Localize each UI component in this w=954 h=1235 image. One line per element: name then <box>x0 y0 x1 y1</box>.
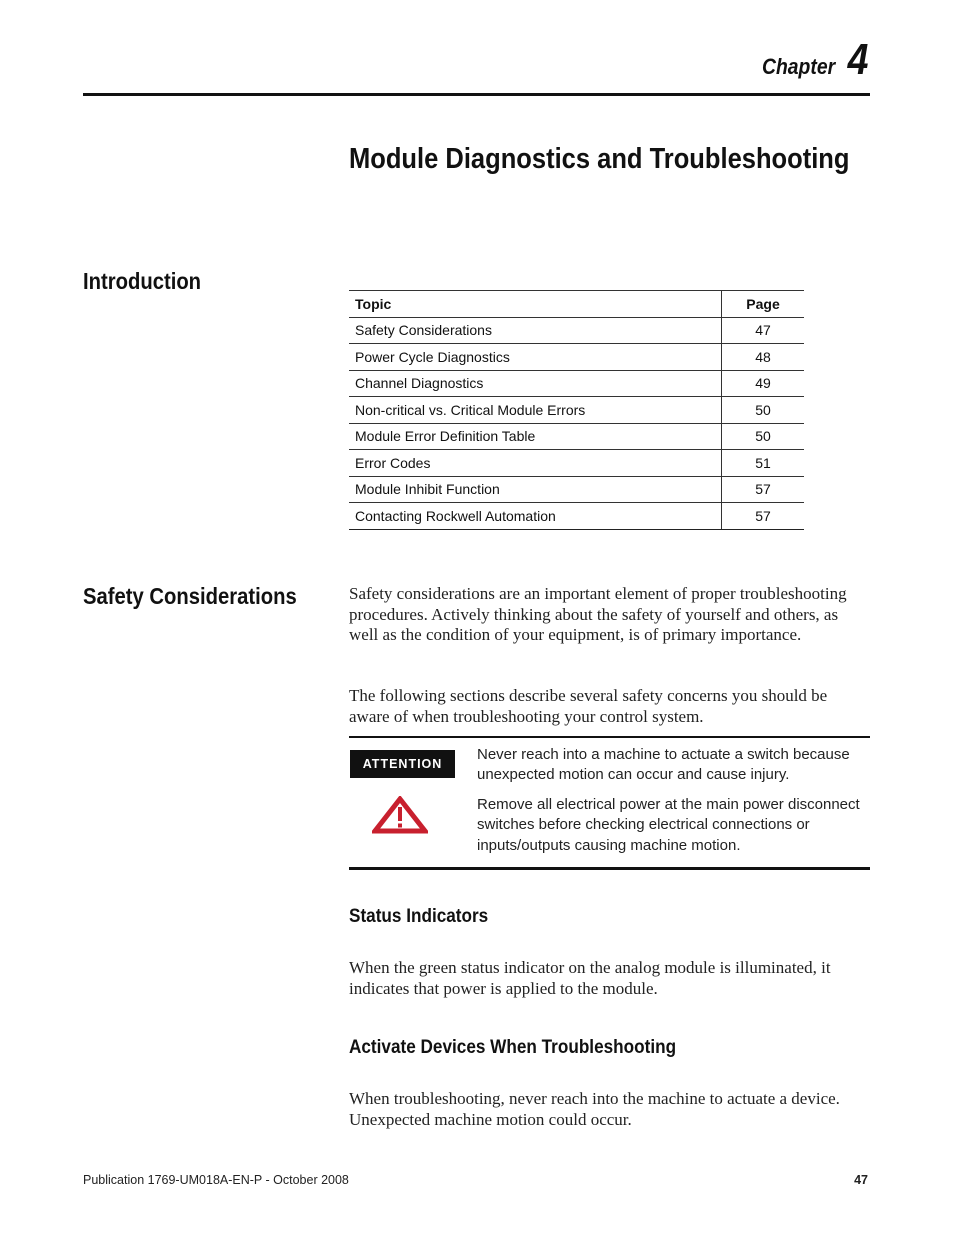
topic-cell[interactable]: Power Cycle Diagnostics <box>349 344 722 371</box>
chapter-heading <box>752 35 868 84</box>
topic-column-header: Topic <box>349 291 722 318</box>
page-cell[interactable]: 48 <box>722 344 805 371</box>
table-row <box>349 450 804 477</box>
table-row <box>349 503 804 530</box>
chapter-word: Chapter <box>762 54 836 79</box>
chapter-number: 4 <box>847 35 868 84</box>
activate-devices-text: When troubleshooting, never reach into the machine to actuate a device. Unexpected machine motion could occur. <box>349 1089 840 1129</box>
topic-cell[interactable]: Contacting Rockwell Automation <box>349 503 722 530</box>
status-indicators-text: When the green status indicator on the analog module is illuminated, it indicates that power is applied to the module. <box>349 958 831 998</box>
header-rule <box>83 93 870 96</box>
activate-devices-heading: Activate Devices When Troubleshooting <box>349 1036 677 1058</box>
page-cell[interactable]: 50 <box>722 423 805 450</box>
attention-label: ATTENTION <box>350 750 455 778</box>
table-row <box>349 476 804 503</box>
page-cell[interactable]: 51 <box>722 450 805 477</box>
attention-top-rule <box>349 736 870 738</box>
safety-paragraph-1: Safety considerations are an important element of proper troubleshooting procedures. Actively thinking about the safety of yourself and others, as well as the condition of your equipment, is of primary importance. <box>349 584 847 644</box>
status-indicators-heading: Status Indicators <box>349 905 489 927</box>
page-cell[interactable]: 57 <box>722 503 805 530</box>
page-cell[interactable]: 47 <box>722 317 805 344</box>
table-row <box>349 423 804 450</box>
topic-cell[interactable]: Error Codes <box>349 450 722 477</box>
topic-cell[interactable]: Non-critical vs. Critical Module Errors <box>349 397 722 424</box>
page-column-header: Page <box>722 291 805 318</box>
attention-text-2: Remove all electrical power at the main power disconnect switches before checking electrical connections or inputs/outputs causing machine motion. <box>477 796 860 854</box>
page-cell[interactable]: 49 <box>722 370 805 397</box>
topic-cell[interactable]: Safety Considerations <box>349 317 722 344</box>
page-cell[interactable]: 50 <box>722 397 805 424</box>
safety-heading: Safety Considerations <box>83 583 297 609</box>
introduction-heading: Introduction <box>83 268 202 294</box>
page-title: Module Diagnostics and Troubleshooting <box>349 143 850 175</box>
table-header-row <box>349 291 804 318</box>
topic-cell[interactable]: Module Inhibit Function <box>349 476 722 503</box>
attention-bottom-rule <box>349 867 870 870</box>
page-number: 47 <box>854 1173 868 1187</box>
publication-footer: Publication 1769-UM018A-EN-P - October 2008 <box>83 1173 349 1187</box>
page-cell[interactable]: 57 <box>722 476 805 503</box>
table-row <box>349 317 804 344</box>
table-row <box>349 344 804 371</box>
topic-table <box>349 290 804 530</box>
safety-paragraph-2: The following sections describe several safety concerns you should be aware of when troubleshooting your control system. <box>349 686 828 726</box>
table-row <box>349 370 804 397</box>
warning-triangle-icon <box>372 796 428 834</box>
attention-text-1: Never reach into a machine to actuate a switch because unexpected motion can occur and cause injury. <box>477 746 850 784</box>
topic-cell[interactable]: Module Error Definition Table <box>349 423 722 450</box>
topic-cell[interactable]: Channel Diagnostics <box>349 370 722 397</box>
table-row <box>349 397 804 424</box>
